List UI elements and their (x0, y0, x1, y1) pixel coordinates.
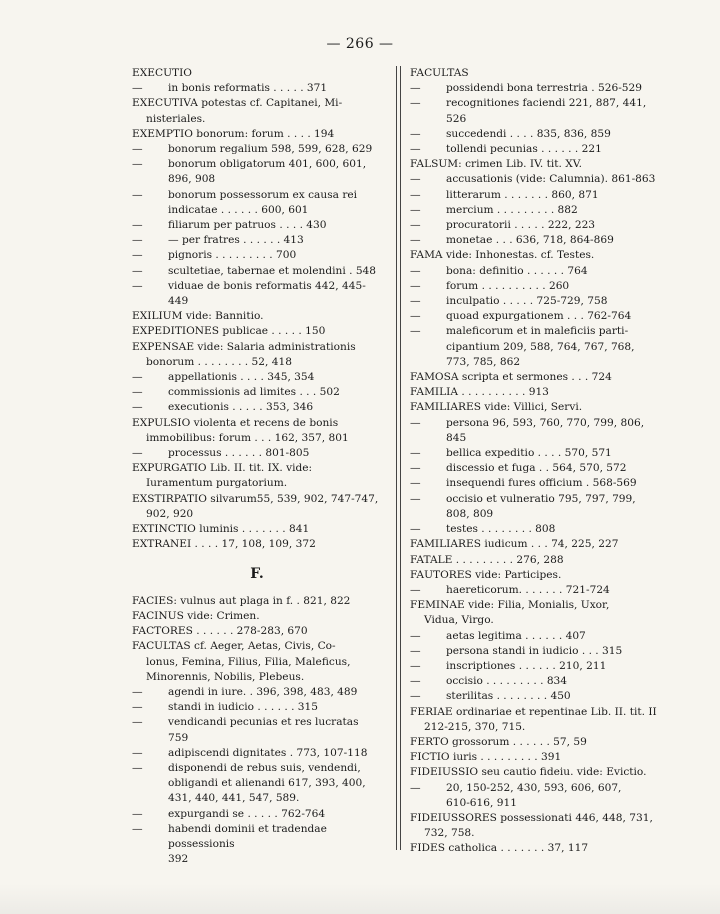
index-subentry (132, 188, 382, 203)
subentry-text: mercium . . . . . . . . . 882 (446, 203, 578, 216)
subentry-dash: — (410, 82, 421, 95)
subentry-text: tollendi pecunias . . . . . . 221 (446, 143, 602, 156)
subentry-dash: — (410, 325, 421, 338)
subentry-dash: — (132, 716, 143, 729)
subentry-dash: — (132, 685, 143, 698)
index-entry: FIDEIUSSORES possessionati 446, 448, 731, (410, 811, 653, 824)
subentry-dash: — (132, 234, 143, 247)
index-subentry (410, 294, 666, 309)
index-subentry (410, 659, 666, 674)
index-subentry (410, 96, 666, 126)
index-entry: FACINUS vide: Crimen. (132, 609, 260, 622)
index-entry: FACIES: vulnus aut plaga in f. . 821, 822 (132, 594, 351, 607)
subentry-dash: — (132, 822, 143, 835)
index-subentry (410, 583, 666, 598)
index-entry-continuation: bonorum . . . . . . . . 52, 418 (146, 355, 292, 368)
index-subentry (410, 203, 666, 218)
subentry-text: succedendi . . . . 835, 836, 859 (446, 127, 611, 140)
subentry-dash: — (410, 629, 421, 642)
index-entry: EXSTIRPATIO silvarum55, 539, 902, 747-747, (132, 492, 379, 505)
subentry-dash: — (132, 746, 143, 759)
subentry-dash: — (132, 249, 143, 262)
subentry-text: insequendi fures officium . 568-569 (446, 477, 637, 490)
index-entry: EXPEDITIONES publicae . . . . . 150 (132, 325, 326, 338)
subentry-text: adipiscendi dignitates . 773, 107-118 (168, 746, 368, 759)
subentry-text: bonorum possessorum ex causa rei (168, 188, 358, 201)
index-subentry (132, 385, 382, 400)
subentry-text: obligandi et alienandi 617, 393, 400, (168, 777, 366, 790)
subentry-dash: — (410, 127, 421, 140)
column-divider (396, 66, 401, 850)
index-subentry (132, 248, 382, 263)
index-entry: FACULTAS (410, 67, 469, 79)
subentry-dash: — (132, 188, 143, 201)
index-subentry (410, 689, 666, 704)
subentry-dash: — (410, 492, 421, 505)
index-entry: FICTIO iuris . . . . . . . . . 391 (410, 751, 562, 764)
index-subentry (410, 279, 666, 294)
index-entry: FATALE . . . . . . . . . 276, 288 (410, 553, 564, 566)
subentry-text: testes . . . . . . . . 808 (446, 523, 556, 536)
left-column (132, 66, 382, 867)
subentry-dash: — (410, 690, 421, 703)
subentry-text: bonorum obligatorum 401, 600, 601, (168, 158, 367, 171)
index-subentry (132, 761, 382, 776)
subentry-text: haereticorum. . . . . . . 721-724 (446, 583, 610, 596)
index-subentry (132, 446, 382, 461)
index-entry: EXEMPTIO bonorum: forum . . . . 194 (132, 127, 335, 140)
index-subentry (410, 522, 666, 537)
subentry-dash: — (132, 807, 143, 820)
index-entry: FEMINAE vide: Filia, Monialis, Uxor, (410, 599, 610, 612)
subentry-text: expurgandi se . . . . . 762-764 (168, 807, 326, 820)
index-entry: FERTO grossorum . . . . . . 57, 59 (410, 735, 587, 748)
index-subentry-continuation (132, 776, 382, 791)
index-subentry (410, 781, 666, 796)
subentry-text: quoad expurgationem . . . 762-764 (446, 310, 632, 323)
index-subentry (132, 264, 382, 279)
index-entry: FACULTAS cf. Aeger, Aetas, Civis, Co- (132, 640, 336, 653)
subentry-text: occisio et vulneratio 795, 797, 799, (446, 492, 636, 505)
subentry-text: scultetiae, tabernae et molendini . 548 (168, 264, 377, 277)
index-subentry (132, 700, 382, 715)
subentry-text: maleficorum et in maleficiis parti- (446, 325, 629, 338)
index-subentry (132, 233, 382, 248)
subentry-text: monetae . . . 636, 718, 864-869 (446, 234, 614, 247)
index-entry-continuation: lonus, Femina, Filius, Filia, Maleficus, (146, 655, 351, 668)
subentry-text: bellica expeditio . . . . 570, 571 (446, 447, 612, 460)
subentry-dash: — (410, 234, 421, 247)
subentry-dash: — (410, 644, 421, 657)
index-subentry (410, 492, 666, 507)
index-subentry (132, 279, 382, 309)
index-subentry-continuation (410, 507, 666, 522)
index-subentry (410, 233, 666, 248)
subentry-text: 20, 150-252, 430, 593, 606, 607, (446, 781, 622, 794)
subentry-text: 808, 809 (446, 507, 494, 520)
subentry-text: inscriptiones . . . . . . 210, 211 (446, 659, 607, 672)
index-subentry-continuation (410, 796, 666, 811)
index-subentry-continuation (132, 203, 382, 218)
section-letter: F. (250, 565, 264, 582)
subentry-text: disponendi de rebus suis, vendendi, (168, 761, 361, 774)
index-subentry (132, 370, 382, 385)
index-subentry (132, 142, 382, 157)
subentry-text: aetas legitima . . . . . . 407 (446, 629, 586, 642)
subentry-dash: — (410, 264, 421, 277)
index-entry-continuation: Minorennis, Nobilis, Plebeus. (146, 670, 305, 683)
subentry-text: 392 (168, 853, 189, 866)
index-subentry (410, 644, 666, 659)
subentry-dash: — (132, 279, 143, 292)
subentry-text: vendicandi pecunias et res lucratas 759 (168, 716, 359, 744)
index-entry-continuation: 902, 920 (146, 507, 194, 520)
subentry-text: possidendi bona terrestria . 526-529 (446, 82, 643, 95)
subentry-text: forum . . . . . . . . . . 260 (446, 279, 570, 292)
index-subentry (410, 218, 666, 233)
subentry-text: commissionis ad limites . . . 502 (168, 386, 340, 399)
index-subentry (132, 822, 382, 852)
subentry-dash: — (410, 279, 421, 292)
index-entry-continuation: 732, 758. (424, 827, 475, 840)
index-subentry (410, 188, 666, 203)
index-entry: EXECUTIO (132, 67, 192, 79)
subentry-text: procuratorii . . . . . 222, 223 (446, 219, 596, 232)
subentry-text: in bonis reformatis . . . . . 371 (168, 82, 328, 95)
index-subentry (410, 476, 666, 491)
index-entry: FAUTORES vide: Participes. (410, 568, 562, 581)
subentry-dash: — (410, 659, 421, 672)
index-subentry (410, 309, 666, 324)
subentry-text: inculpatio . . . . . 725-729, 758 (446, 295, 608, 308)
index-subentry (132, 81, 382, 96)
index-subentry (410, 629, 666, 644)
index-entry: EXILIUM vide: Bannitio. (132, 310, 264, 323)
subentry-text: 773, 785, 862 (446, 355, 521, 368)
index-subentry (410, 81, 666, 96)
index-entry-continuation: nisteriales. (146, 112, 206, 125)
subentry-dash: — (132, 82, 143, 95)
subentry-dash: — (132, 143, 143, 156)
index-subentry (410, 416, 666, 446)
subentry-dash: — (132, 701, 143, 714)
subentry-text: discessio et fuga . . 564, 570, 572 (446, 462, 627, 475)
subentry-dash: — (132, 158, 143, 171)
subentry-text: indicatae . . . . . . 600, 601 (168, 203, 309, 216)
subentry-text: cipantium 209, 588, 764, 767, 768, (446, 340, 635, 353)
subentry-text: 431, 440, 441, 547, 589. (168, 792, 300, 805)
index-subentry-continuation (410, 355, 666, 370)
subentry-dash: — (410, 675, 421, 688)
index-entry: FALSUM: crimen Lib. IV. tit. XV. (410, 158, 582, 171)
subentry-text: pignoris . . . . . . . . . 700 (168, 249, 297, 262)
subentry-text: sterilitas . . . . . . . . 450 (446, 690, 571, 703)
subentry-text: viduae de bonis reformatis 442, 445-449 (168, 279, 366, 308)
index-entry: FAMILIARES vide: Villici, Servi. (410, 401, 583, 414)
subentry-text: bona: definitio . . . . . . 764 (446, 264, 588, 277)
index-subentry (132, 218, 382, 233)
subentry-dash: — (132, 761, 143, 774)
subentry-text: agendi in iure. . 396, 398, 483, 489 (168, 685, 358, 698)
index-subentry (410, 127, 666, 142)
subentry-dash: — (410, 310, 421, 323)
index-subentry (132, 746, 382, 761)
index-entry: EXPENSAE vide: Salaria administrationis (132, 340, 356, 353)
index-entry: FAMILIARES iudicum . . . 74, 225, 227 (410, 538, 619, 551)
subentry-dash: — (410, 523, 421, 536)
index-entry: EXTINCTIO luminis . . . . . . . 841 (132, 523, 310, 536)
subentry-dash: — (410, 416, 421, 429)
subentry-text: recognitiones faciendi 221, 887, 441, 526 (446, 97, 647, 125)
index-subentry (410, 264, 666, 279)
subentry-dash: — (410, 462, 421, 475)
subentry-dash: — (132, 447, 143, 460)
index-subentry (410, 324, 666, 339)
index-subentry (132, 715, 382, 745)
right-column (410, 66, 666, 857)
index-entry-continuation: immobilibus: forum . . . 162, 357, 801 (146, 431, 349, 444)
index-entry: FACTORES . . . . . . 278-283, 670 (132, 625, 308, 638)
index-subentry (132, 685, 382, 700)
subentry-dash: — (410, 143, 421, 156)
subentry-text: persona standi in iudicio . . . 315 (446, 644, 623, 657)
index-entry: FERIAE ordinariae et repentinae Lib. II. tit. II (410, 705, 657, 718)
subentry-dash: — (410, 447, 421, 460)
subentry-text: appellationis . . . . 345, 354 (168, 371, 315, 384)
index-entry: EXECUTIVA potestas cf. Capitanei, Mi- (132, 97, 343, 110)
page-edge (0, 884, 720, 914)
subentry-dash: — (410, 173, 421, 186)
subentry-text: filiarum per patruos . . . . 430 (168, 219, 327, 232)
subentry-text: litterarum . . . . . . . 860, 871 (446, 188, 599, 201)
index-entry-continuation: Iuramentum purgatorium. (146, 477, 288, 490)
subentry-dash: — (132, 371, 143, 384)
index-entry-continuation: Vidua, Virgo. (424, 614, 494, 627)
subentry-text: executionis . . . . . 353, 346 (168, 401, 314, 414)
index-entry: EXPULSIO violenta et recens de bonis (132, 416, 339, 429)
index-subentry-continuation (132, 852, 382, 867)
subentry-dash: — (410, 477, 421, 490)
subentry-dash: — (410, 97, 421, 110)
index-entry: EXTRANEI . . . . 17, 108, 109, 372 (132, 538, 316, 551)
subentry-text: bonorum regalium 598, 599, 628, 629 (168, 143, 373, 156)
subentry-text: persona 96, 593, 760, 770, 799, 806, 845 (446, 416, 645, 444)
index-subentry (132, 157, 382, 172)
subentry-text: 610-616, 911 (446, 796, 517, 809)
index-subentry (410, 172, 666, 187)
subentry-text: accusationis (vide: Calumnia). 861-863 (446, 173, 656, 186)
index-subentry (132, 400, 382, 415)
subentry-text: 896, 908 (168, 173, 216, 186)
subentry-dash: — (410, 203, 421, 216)
subentry-dash: — (410, 188, 421, 201)
subentry-dash: — (410, 219, 421, 232)
index-subentry (410, 674, 666, 689)
index-entry: FAMILIA . . . . . . . . . . 913 (410, 386, 549, 399)
subentry-text: occisio . . . . . . . . . 834 (446, 675, 568, 688)
index-entry: FIDES catholica . . . . . . . 37, 117 (410, 842, 589, 855)
subentry-dash: — (132, 386, 143, 399)
subentry-dash: — (410, 583, 421, 596)
subentry-dash: — (410, 781, 421, 794)
index-subentry-continuation (410, 340, 666, 355)
subentry-dash: — (132, 219, 143, 232)
subentry-text: — per fratres . . . . . . 413 (168, 234, 304, 247)
subentry-dash: — (132, 401, 143, 414)
index-entry: FAMA vide: Inhonestas. cf. Testes. (410, 249, 595, 262)
index-subentry-continuation (132, 172, 382, 187)
subentry-dash: — (132, 264, 143, 277)
subentry-dash: — (410, 295, 421, 308)
index-subentry-continuation (132, 791, 382, 806)
page-number: — 266 — (326, 36, 394, 52)
index-entry: EXPURGATIO Lib. II. tit. IX. vide: (132, 462, 313, 475)
index-entry: FAMOSA scripta et sermones . . . 724 (410, 371, 612, 384)
index-subentry (410, 142, 666, 157)
index-subentry (410, 446, 666, 461)
index-entry: FIDEIUSSIO seu cautio fideiu. vide: Evictio. (410, 766, 647, 779)
index-subentry (410, 461, 666, 476)
subentry-text: processus . . . . . . 801-805 (168, 447, 310, 460)
index-entry-continuation: 212-215, 370, 715. (424, 720, 526, 733)
subentry-text: standi in iudicio . . . . . . 315 (168, 701, 319, 714)
subentry-text: habendi dominii et tradendae possessionis (168, 822, 327, 850)
index-subentry (132, 807, 382, 822)
